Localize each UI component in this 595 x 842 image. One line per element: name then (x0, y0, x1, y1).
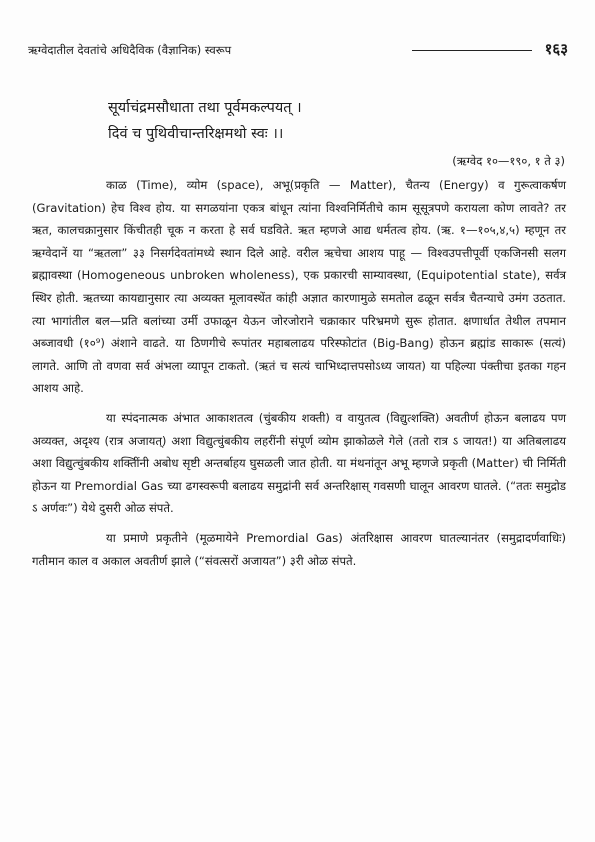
verse-line-2: दिवं च पुथिवीचान्तरिक्षमथो स्वः ।। (108, 126, 284, 142)
header-title: ऋग्वेदातील देवतांचे अधिदैविक (वैज्ञानिक) स्वरूप (28, 43, 232, 57)
paragraph-3: या प्रमाणे प्रकृतीने (मूळमायेने Premordial Gas) अंतरिक्षास आवरण घातल्यानंतर (समुद्रादर्णवाधिः) गतीमान काल व अकाल अवतीर्ण झाले (“संवत्सरों अजायत”) ३री ओळ संपते. (32, 530, 566, 568)
verse-reference: (ऋग्वेद १०—१९०, १ ते ३) (452, 154, 565, 168)
running-header (28, 42, 568, 64)
paragraph-2: या स्पंदनात्मक अंभात आकाशतत्व (चुंबकीय शक्ती) व वायुतत्व (विद्युत्शक्ति) अवतीर्ण होऊन बलाढय पण अव्यक्त, अदृश्य (रात्र अजायत्) अशा विद्युत्चुंबकीय लहरींनी संपूर्ण व्योम झाकोळले गेले (ततो रात्र ऽ जायत!) या अतिबलाढय अशा विद्युत्चुंबकीय शक्तिींनी अबोध सृष्टी अन्तर्बाहय घुसळली जात होती. या मंथनांतून अभू म्हणजे प्रकृती (Matter) ची निर्मिती होऊन या Premordial Gas च्या ढगस्वरूपी बलाढय समुद्रांनी सर्व अन्तरिक्षास् गवसणी घालून आवरण घातले. (“ततः समुद्रोड ऽ अर्णवः”) येथे दुसरी ओळ संपते. (32, 410, 566, 516)
paragraph-1: काळ (Time), व्योम (space), अभू(प्रकृति — Matter), चैतन्य (Energy) व गुरूत्वाकर्षण (Gravitation) हेच विश्व होय. या सगळयांना एकत्र बांधून त्यांना विश्वनिर्मितीचे काम सूसूत्रपणे करायला कोण लावते? तर ऋत, कालचक्रानुसार किंचीतही चूक न करता हे सर्व घडविते. ऋत म्हणजे आद्य धर्मतत्व होय. (ऋ. १—१०५,४,५) म्हणून तर ऋग्वेदानें या “ऋतला” ३३ निसर्गदेवतांमध्ये स्थान दिले आहे. वरील ऋचेचा आशय पाहू — विश्वउपत्तीपूर्वी एकजिनसी सलग ब्रह्मावस्था (Homogeneous unbroken wholeness), एक प्रकारची साम्यावस्था, (Equipotential state), सर्वत्र स्थिर होती. ऋतच्या कायद्यानुसार त्या अव्यक्त मूलावस्थेंत कांही अज्ञात कारणामुळे समतोल ढळून सर्वत्र चैतन्याचे उमंग उठतात. त्या भागांतील बल—प्रति बलांच्या उर्मी उफाळून येऊन जोरजोराने चक्राकार परिभ्रमणे सुरू होतात. क्षणार्धात तेथील तपमान अब्जावधी (१०⁹) अंशाने वाढते. या ठिणगीचे रूपांतर महाबलाढय परिस्फोटांत (Big-Bang) होऊन ब्रह्मांड साकारू (सत्यं) लागते. आणि तो वणवा सर्व अंभला व्यापून टाकतो. (ऋतं च सत्यं चाभिध्दात्तपसोऽध्य जायत) या पहिल्या पंक्तीचा इतका गहन आशय आहे. (32, 178, 566, 396)
page-number: १६३ (544, 40, 568, 58)
header-rule (412, 50, 532, 51)
verse-line-1: सूर्याचंद्रमसौधाता तथा पूर्वमकल्पयत् । (108, 100, 302, 116)
body-text (32, 174, 566, 572)
